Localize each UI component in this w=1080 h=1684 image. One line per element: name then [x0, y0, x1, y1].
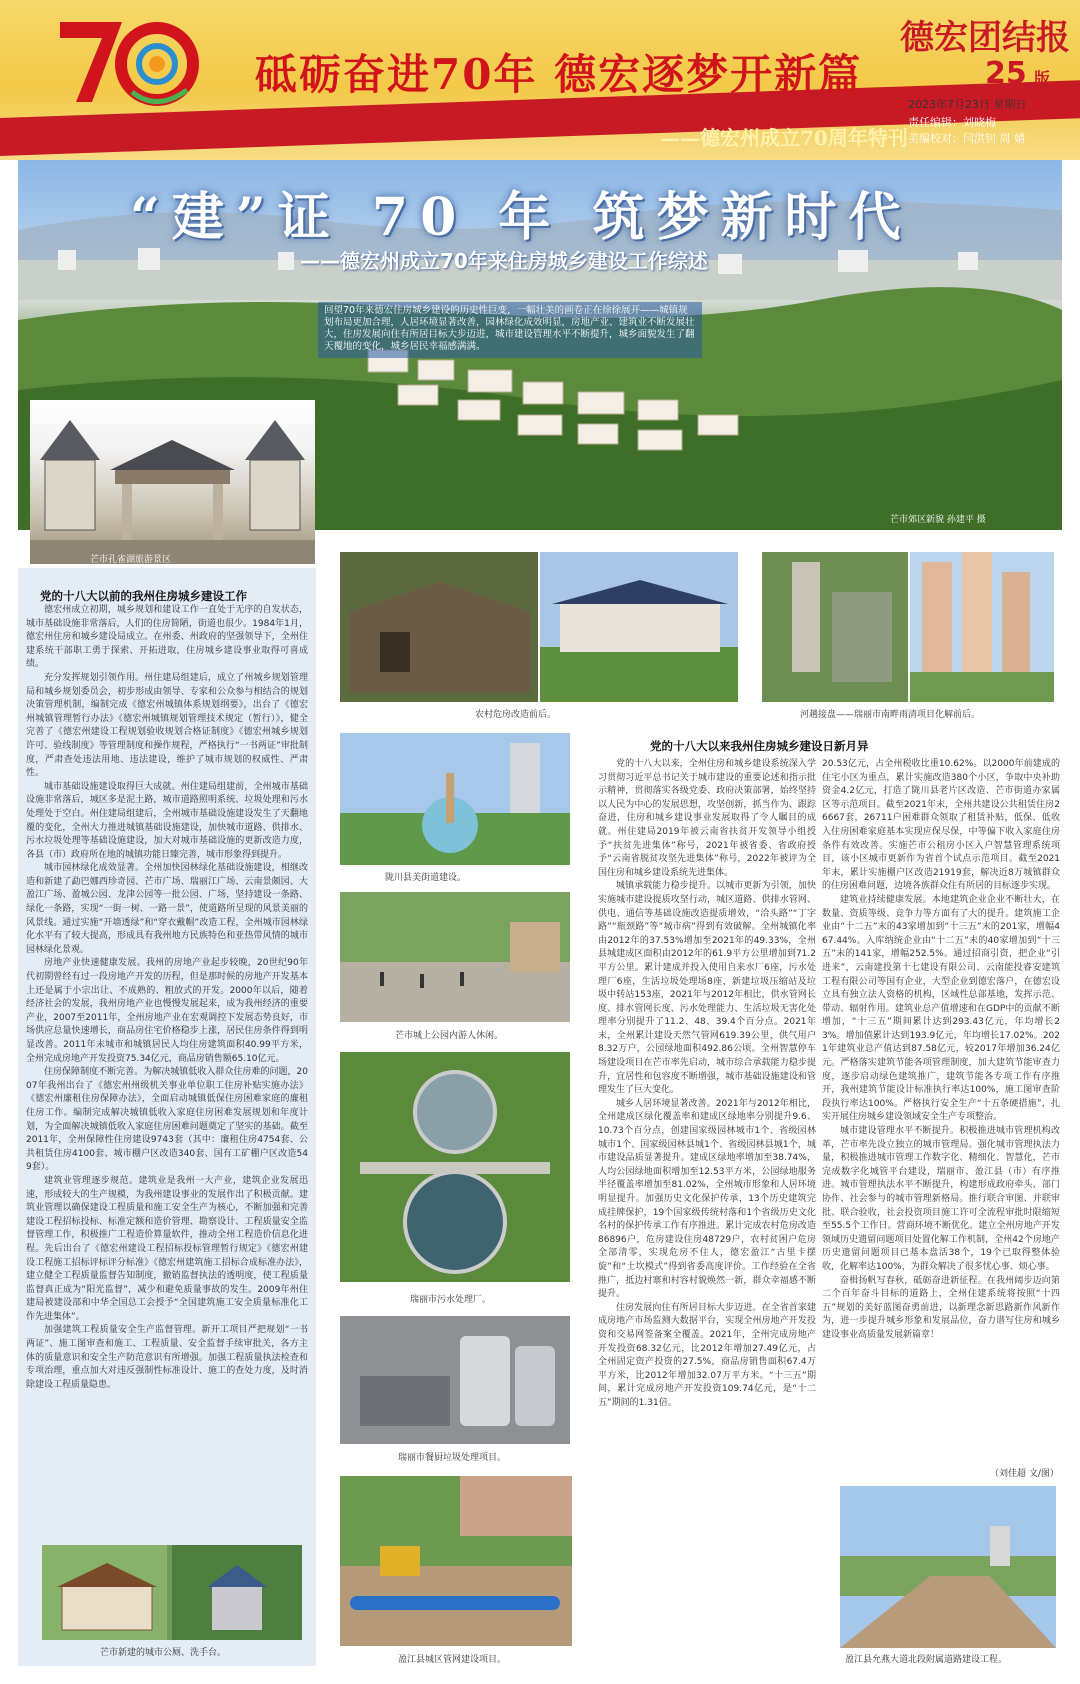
- hero-photo-credit: 芒市郊区新貌 孙建平 摄: [890, 515, 986, 525]
- toilet-image: [42, 1545, 302, 1640]
- square-caption: 芒市城上公园内游人休闲。: [395, 1031, 504, 1041]
- right-article-column-1: [598, 758, 816, 1658]
- rural-housing-caption: 农村危房改造前后。: [475, 710, 557, 720]
- square-photo: [340, 892, 570, 1022]
- left-article-body: [26, 604, 308, 1534]
- hero-intro-text: 回望70年来德宏住房城乡建设的历史性巨变，一幅壮美的画卷正在徐徐展开——城镇规划布局更加合理，人居环境显著改善，园林绿化成效明显，房地产业、建筑业不断发展壮大，住房发展向住有所居目标大步迈进，城市建设管理水平不断提升，城乡面貌发生了翻天覆地的变化，城乡居民幸福感满满。: [318, 302, 702, 358]
- page-headline: 砥砺奋进70年 德宏逐梦开新篇: [255, 50, 863, 99]
- right-paragraph: 建筑业持续健康发展。本地建筑企业企业不断壮大，在数量、资质等级、竞争力等方面有了大的提升。建筑施工企业由“十二五”末的43家增加到“十三五”末的201家，增幅467.44%。入库纳统企业由“十二五”末的40家增加到“十三五”末的141家，增幅252.5%。通过招商引资，把企业“引进来”，云南建投第十七建设有限公司、云南能投睿安建筑工程有限公司等国有企业，大型企业到德宏落户，在德宏设立具有独立法人资格的机构，区域性总部基地，发挥示范、带动、辐射作用。建筑业总产值增速和在GDP中的贡献不断增加，“十三五”期间累计达到293.43亿元，年均增长23%。增加值累计达到193.9亿元，年均增长17.02%。2021年建筑业总产值达到87.58亿元，较2017年增加36.24亿元。严格落实建筑节能各项管理制度，加大建筑节能审查力度，逐步启动绿色建筑推广，建筑节能各专项工作有序推开，我州建筑节能设计标准执行率达100%，施工图审查阶段执行率达100%。严格执行安全生产“十五条硬措施”，扎实开展住房城乡建设领域安全生产专项整治。: [822, 894, 1060, 1123]
- left-paragraph: 充分发挥规划引领作用。州住建局组建后，成立了州城乡规划管理局和城乡规划委员会，初步形成由领导、专家和公众参与相结合的规划决策管理机制，编制完成《德宏州城镇体系规划纲要》，出台了《德宏州城镇管理暂行办法》《德宏州城镇规划管理技术规定（暂行）》，健全完善了《德宏州建设工程规划验收规划合格证制度》《德宏州城乡规划许可、验线制度》等管理制度和操作规程，严格执行“一书两证”审批制度，严肃查处违法用地、违法建设，维护了城市规划的权威性、严肃性。: [26, 672, 308, 779]
- sewage-plant-photo: [340, 1052, 570, 1282]
- left-section-title: 党的十八大以前的我州住房城乡建设工作: [40, 589, 247, 603]
- lake-project-image: [762, 552, 1054, 702]
- park-caption: 陇川县美街道建设。: [385, 873, 467, 883]
- issue-date: 2023年7月23日 星期日: [908, 98, 1027, 111]
- kitchen-waste-caption: 瑞丽市餐厨垃圾处理项目。: [398, 1453, 507, 1463]
- proof-credit: 美编校对：闫洪钊 周 婧: [908, 132, 1025, 145]
- arch-gate-photo: [30, 400, 315, 564]
- right-paragraph: 城乡人居环境显著改善。2021年与2012年相比，全州建成区绿化覆盖率和建成区绿地率分别提升9.6、10.73个百分点，创建国家级园林城市1个、省级园林城市1个、国家级园林县城1个、省级园林县城1个，城市建设品质显著提升。建成区绿地率增加至38.74%，人均公园绿地面积增加至12.53平方米，公园绿地服务半径覆盖率增加至81.02%，全州城市形象和人居环境明显提升。加强历史文化保护传承，13个历史建筑完成挂牌保护，19个国家级传统村落和1个省级历史文化名村的保护传承工作有序推进。累计完成农村危房改造86896户，危房建设住房48729户，农村贫困户危房全部清零，实现危房不住人，德宏盈江“古里卡摆旋”和“土坎模式”得到省委高度评价。工作经验在全省推广，抵边村寨和村容村貌焕然一新，群众幸福感不断提升。: [598, 1098, 816, 1300]
- page-unit: 版: [1034, 69, 1051, 88]
- rural-housing-photo: [340, 552, 738, 702]
- left-paragraph: 房地产业快速健康发展。我州的房地产业起步较晚，20世纪90年代初期曾经有过一段房地产开发的历程，但是那时候的房地产开发基本上还是属于小宗出让、不成熟的、粗放式的开发。2000年以后，随着经济社会的发展，我州房地产业也慢慢发展起来，成为我州经济的重要产业，2007至2011年，全州房地产业在宏观调控下发展态势良好，市场供应总量快速增长，商品房住宅价格稳步上涨，居民住房条件得到明显改善。2011年末城市和城镇居民人均住房建筑面积40.99平方米，全州完成房地产开发投资75.34亿元，商品房销售额65.10亿元。: [26, 958, 308, 1064]
- park-image: [340, 733, 570, 865]
- left-paragraph: 城市园林绿化成效显著。全州加快园林绿化基础设施建设，相继改造和新建了勐巴娜西珍奇园、芒市广场、瑞丽江广场、云南景颇园、大盈江广场、盈城公园、龙津公园等一批公园、广场，坚持建设一条路、绿化一条路，实现“一街一树、一路一景”，使道路所呈现的风景美丽的风景线。通过实施“开墙透绿”和“穿衣戴帽”改造工程，全州城市园林绿化水平有了较大提高，形成具有我州地方民族特色和亚热带风情的城市园林绿化景观。: [26, 863, 308, 955]
- left-paragraph: 城市基础设施建设取得巨大成就。州住建局组建前，全州城市基础设施非常落后，城区多是泥土路，城市道路照明系统、垃圾处理和污水处理处于空白。州住建局组建后，全州城市基础设施建设发生了天翻地覆的变化，全州大力推进城镇基础设施建设，加快城市道路、供排水、污水垃圾处理等基础设施建设，加大对城市基础设施的更新改造力度，各县（市）政府所在地的城镇功能日臻完善，城市形象得到提升。: [26, 781, 308, 860]
- pipe-network-caption: 盈江县城区管网建设项目。: [398, 1655, 507, 1665]
- lake-project-photo: [762, 552, 1054, 702]
- right-paragraph: 奋楫扬帆写春秋，砥砺奋进新征程。在我州阔步迈向第二个百年奋斗目标的道路上，全州住建系统将按照“十四五”规划的美好蓝图奋勇前进，以新理念新思路新作风新作为，进一步提升城乡形象和发展品位，奋力谱写住房和城乡建设事业高质量发展新篇章！: [822, 1275, 1060, 1340]
- left-paragraph: 建筑业管理逐步规范。建筑业是我州一大产业，建筑企业发展迅速，形成较大的生产规模，为我州建设事业的发展作出了积极贡献。建筑业管理以确保建设工程质量和施工安全生产为核心，不断加强和完善建设工程招标投标、标准定额和造价管理、勘察设计、工程质量安全监督管理工作，积极推广工程造价算量软件，推动全州工程造价信息化进程。先后出台了《德宏州建设工程招标投标管理暂行规定》《德宏州建设工程施工招标评标评分标准》《德宏州建筑施工招标合成标准办法》，建立健全工程质量监督告知制度，撤销监督执法的透明度，使工程质量监督真正成为“阳光监督”，减少和避免质量事故的发生。2009年州住建局被建设部和中华全国总工会授予“全国建筑施工安全质量标准化工作先进集体”。: [26, 1175, 308, 1322]
- park-photo: [340, 733, 570, 865]
- author-credit: （刘佳超 文/图）: [990, 1469, 1059, 1479]
- lake-project-caption: 河趟接盘——瑞丽市南畔雨清项目化解前后。: [800, 710, 981, 720]
- right-paragraph: 城市建设管理水平不断提升。积极推进城市管理机构改革，芒市率先设立独立的城市管理局。强化城市管理执法力量，积极推进城市管理工作数字化、精细化、智慧化，芒市完成数字化城管平台建设，瑞丽市、盈江县（市）有序推进。城市管理执法水平不断提升，构建形成政府牵头、部门协作、社会参与的城市管理新格局。推行联合审图、并联审批、联合验收，社会投资项目施工许可全流程审批时限缩短至55.5个工作日。营商环境不断优化。建立全州房地产开发领域历史遗留问题项目处置化解工作机制，全州42个房地产历史遗留问题项目已基本盘活38个，19个已取得整体验收，化解率达100%，为群众解决了很多忧心事、烦心事。: [822, 1126, 1060, 1272]
- left-photo-caption: 芒市新建的城市公厕、洗手台。: [100, 1648, 227, 1658]
- sewage-plant-image: [340, 1052, 570, 1282]
- kitchen-waste-image: [340, 1316, 570, 1444]
- arch-photo-caption: 芒市孔雀湖旅游景区: [90, 555, 172, 565]
- left-paragraph: 德宏州成立初期，城乡规划和建设工作一直处于无序的自发状态，城市基础设施非常落后，人们的住房简陋，街道也很少。1984年1月，德宏州住房和城乡建设局成立。在州委、州政府的坚强领导下，全州住建系统干部职工勇于探索、开拓进取，住房城乡建设事业取得可喜成绩。: [26, 605, 308, 670]
- left-paragraph: 加强建筑工程质量安全生产监督管理。新开工项目严把规划“一书两证”、施工图审查和施工、工程质量、安全监督手续审批关，各方主体的质量意识和安全生产防范意识有所增强。加强工程质量执法检查和专项治理，重点加大对违反强制性标准设计、施工的查处力度，及时消除建设工程质量隐患。: [26, 1325, 308, 1390]
- left-paragraph: 住房保障制度不断完善。为解决城镇低收入群众住房难的问题，2007年我州出台了《德宏州州级机关事业单位职工住房补贴实施办法》《德宏州廉租住房保障办法》，全面启动城镇低保住房困难家庭的廉租住房工作。编制完成解决城镇低收入家庭住房困难发展规划和年度计划，为全面解决城镇低收入家庭住房困难问题奠定了坚实的基础。截至2011年，全州保障性住房建设9743套（其中：廉租住房4754套、公共租赁住房4100套、城市棚户区改造340套、国有工矿棚户区改造549套）。: [26, 1067, 308, 1173]
- sewage-plant-caption: 瑞丽市污水处理厂。: [410, 1295, 492, 1305]
- anniversary-70-logo-icon: [52, 12, 202, 112]
- square-image: [340, 892, 570, 1022]
- kitchen-waste-photo: [340, 1316, 570, 1444]
- right-article-column-2: [822, 758, 1060, 1478]
- right-paragraph: 20.53亿元，占全州税收比重10.62%。以2000年前建成的住宅小区为重点，累计实施改造380个小区，争取中央补助资金4.2亿元，打造了陇川县老片区改造、芒市街道办家属区等示范项目。截至2021年末，全州共建设公共租赁住房26667套，26711户困难群众领取了租赁补贴，低保、低收入住房困难家庭基本实现应保尽保，中等偏下收入家庭住房条件有效改善。实施芒市公租房小区入户智慧管理系统项目，该小区城市更新作为省首个试点示范项目。截至2021年末，累计实施棚户区改造21919套，解决近8万城镇群众的住房困难问题，边境各族群众住有所居的目标逐步实现。: [822, 759, 1060, 892]
- masthead: [0, 0, 1080, 160]
- newspaper-name: 德宏团结报: [900, 18, 1070, 58]
- hero-subtitle: ——德宏州成立70年来住房城乡建设工作综述: [300, 249, 708, 273]
- road-construction-photo: [840, 1486, 1056, 1648]
- right-paragraph: 城镇承载能力稳步提升。以城市更新为引领，加快实施城市建设提质攻坚行动，城区道路、供排水管网、供电、通信等基础设施改造提质增效，“洽头路”“丁字路”“瓶颈路”等“城市病”得到有效破解。全州城镇化率由2012年的37.53%增加至2021年的49.33%，全州县城建成区面积由2012年的61.9平方公里增加到71.2平方公里。累计建成并投入使用自来水厂6座，污水处理厂6座，生活垃圾处理场8座，新建垃圾压缩站及垃圾中转站153座，2021年与2012年相比，供水管网长度、排水管网长度、污水处理能力、生活垃圾无害化处理率分别提升了11.2、48、39.4个百分点。2021年末，全州累计建设天然气管网619.39公里，供气用户8.32万户，公园绿地面积492.86公顷。全州智慧停车场建设项目在芒市率先启动，城市综合承载能力稳步提升，宜居性和包容度不断增强，城市基础设施建设和管理发生了巨大变化。: [598, 881, 816, 1096]
- right-section-title: 党的十八大以来我州住房城乡建设日新月异: [650, 739, 869, 753]
- road-construction-caption: 盈江县允燕大道北段附属道路建设工程。: [845, 1655, 1008, 1665]
- right-paragraph: 住房发展向住有所居目标大步迈进。在全省首家建成房地产市场监测大数据平台，实现全州房地产开发投资和交易网签备案全覆盖。2021年，全州完成房地产开发投资68.32亿元，比2012年增加27.49亿元，占全州固定资产投资的27.5%，商品房销售面积67.4万平方米，比2012年增加32.07万平方米。“十三五”期间，累计完成房地产开发投资109.74亿元，是“十二五”期间的1.31倍。: [598, 1302, 816, 1408]
- toilet-photo: [42, 1545, 302, 1640]
- road-construction-image: [840, 1486, 1056, 1648]
- pipe-network-photo: [340, 1476, 572, 1646]
- pipe-network-image: [340, 1476, 572, 1646]
- arch-gate-image: [30, 400, 315, 564]
- special-issue-label: ——德宏州成立70周年特刊: [660, 126, 908, 150]
- page-number: 25: [985, 56, 1027, 91]
- right-paragraph: 党的十八大以来，全州住房和城乡建设系统深入学习贯彻习近平总书记关于城市建设的重要论述和指示批示精神，贯彻落实各级党委、政府决策部署，始终坚持以人民为中心的发展思想，攻坚创新，抓当作为、跟踪奋进，住房和城乡建设事业发展取得了令人瞩目的成就。州住建局2019年被云南省扶贫开发领导小组授予“扶贫先进集体”称号，2021年被省委、省政府授予“云南省脱贫攻坚先进集体”称号，2022年被评为全国住房和城乡建设系统先进集体。: [598, 759, 816, 878]
- hero-title: “建”证 70 年 筑梦新时代: [130, 187, 913, 248]
- logo-years: 1953-2023: [70, 112, 166, 131]
- editor-credit: 责任编辑：刘晓梅: [908, 116, 996, 129]
- rural-housing-image: [340, 552, 738, 702]
